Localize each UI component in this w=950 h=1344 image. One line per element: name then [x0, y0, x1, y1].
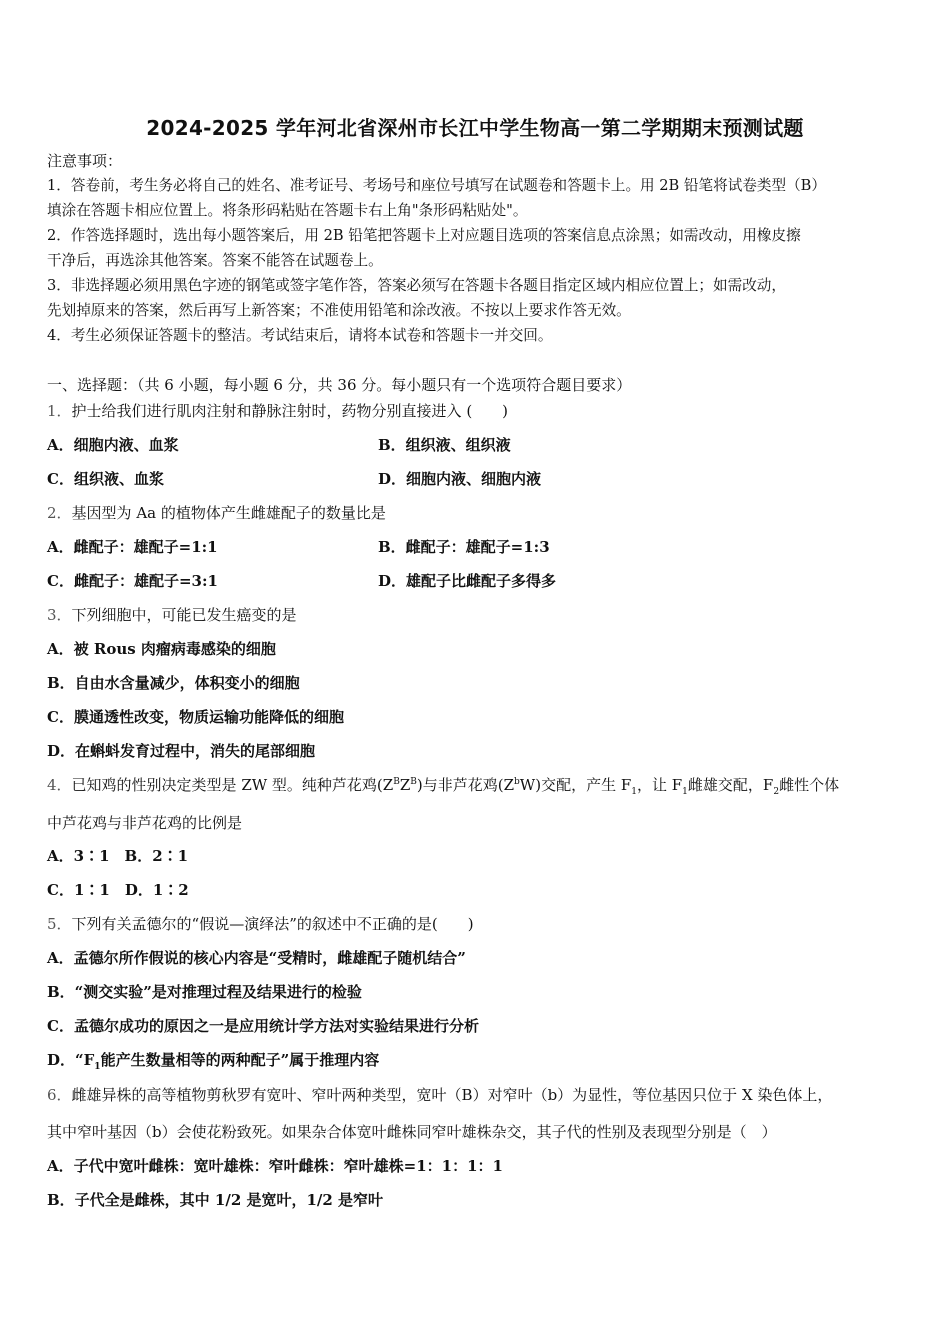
q5-option-b: B．“测交实验”是对推理过程及结果进行的检验 [47, 983, 362, 1001]
notice-line-5: 3．非选择题必须用黑色字迹的钢笔或签字笔作答，答案必须写在答题卡各题目指定区域内相应位置上；如需改动， [47, 277, 786, 294]
q3-option-b: B．自由水含量减少，体积变小的细胞 [47, 674, 300, 692]
subscript: 1 [682, 787, 688, 797]
question-number: 6． [47, 1086, 72, 1104]
q1-option-c: C．组织液、血浆 [47, 470, 164, 488]
question-2 [47, 503, 386, 523]
q6-option-b: B．子代全是雌株，其中 1/2 是宽叶，1/2 是窄叶 [47, 1191, 384, 1209]
question-6-stem-continued: 其中窄叶基因（b）会使花粉致死。如果杂合体宽叶雌株同窄叶雄株杂交，其子代的性别及表现型分别是（ ） [47, 1123, 777, 1141]
question-number: 1． [47, 402, 72, 420]
stem-part: ，让 F [636, 776, 683, 794]
q2-option-a: A．雌配子：雄配子=1:1 [47, 538, 218, 556]
stem-part: )与非芦花鸡(Z [416, 776, 515, 794]
q5-option-a: A．孟德尔所作假说的核心内容是“受精时，雌雄配子随机结合” [47, 949, 466, 967]
superscript: b [514, 777, 520, 787]
subscript: 2 [773, 787, 780, 797]
question-stem: 基因型为 Aa 的植物体产生雌雄配子的数量比是 [71, 504, 386, 522]
stem-part: 雌性个体 [779, 776, 840, 794]
notice-line-1: 1．答卷前，考生务必将自己的姓名、准考证号、考场号和座位号填写在试题卷和答题卡上。用 2B 铅笔将试卷类型（B） [47, 177, 826, 194]
notice-line-3: 2．作答选择题时，选出每小题答案后，用 2B 铅笔把答题卡上对应题目选项的答案信息点涂黑；如需改动，用橡皮擦 [47, 227, 801, 244]
notice-line-4: 干净后，再选涂其他答案。答案不能答在试题卷上。 [47, 252, 383, 269]
superscript: B [410, 777, 417, 787]
notice-heading: 注意事项： [47, 152, 123, 170]
option-part: D．“F [47, 1051, 95, 1069]
section-heading: 一、选择题：（共 6 小题，每小题 6 分，共 36 分。每小题只有一个选项符合题目要求） [47, 376, 632, 394]
stem-part: 已知鸡的性别决定类型是 ZW 型。纯种芦花鸡(Z [71, 776, 394, 794]
stem-part: W)交配，产生 F [519, 776, 632, 794]
subscript: 1 [94, 1062, 101, 1072]
superscript: B [393, 777, 400, 787]
q1-option-b: B．组织液、组织液 [378, 436, 511, 454]
question-stem: 雌雄异株的高等植物剪秋罗有宽叶、窄叶两种类型，宽叶（B）对窄叶（b）为显性，等位基因只位于 X 染色体上， [71, 1086, 833, 1104]
question-stem: 下列细胞中，可能已发生癌变的是 [71, 606, 297, 624]
q3-option-a: A．被 Rous 肉瘤病毒感染的细胞 [47, 640, 276, 658]
stem-part: 雌雄交配，F [687, 776, 774, 794]
q5-option-c: C．孟德尔成功的原因之一是应用统计学方法对实验结果进行分析 [47, 1017, 479, 1035]
q1-option-a: A．细胞内液、血浆 [47, 436, 179, 454]
q1-option-d: D．细胞内液、细胞内液 [378, 470, 542, 488]
q2-option-b: B．雌配子：雄配子=1:3 [378, 538, 550, 556]
question-stem: 护士给我们进行肌肉注射和静脉注射时，药物分别直接进入 ( ) [71, 402, 509, 420]
question-3 [47, 605, 297, 625]
q6-option-a: A．子代中宽叶雌株：宽叶雄株：窄叶雌株：窄叶雄株=1：1：1：1 [47, 1157, 503, 1175]
q2-option-c: C．雌配子：雄配子=3:1 [47, 572, 218, 590]
question-number: 4． [47, 776, 72, 794]
page-title: 2024-2025 学年河北省深州市长江中学生物高一第二学期期末预测试题 [146, 116, 804, 140]
option-part: 能产生数量相等的两种配子”属于推理内容 [100, 1051, 380, 1069]
notice-line-7: 4．考生必须保证答题卡的整洁。考试结束后，请将本试卷和答题卡一并交回。 [47, 327, 553, 344]
question-stem: 下列有关孟德尔的“假说—演绎法”的叙述中不正确的是( ) [71, 915, 474, 933]
stem-part: Z [399, 776, 411, 794]
notice-line-6: 先划掉原来的答案，然后再写上新答案；不准使用铅笔和涂改液。不按以上要求作答无效。 [47, 302, 631, 319]
question-number: 5． [47, 915, 72, 933]
question-number: 3． [47, 606, 72, 624]
question-4 [47, 775, 839, 795]
q3-option-c: C．膜通透性改变，物质运输功能降低的细胞 [47, 708, 344, 726]
q2-option-d: D．雄配子比雌配子多得多 [378, 572, 557, 590]
q4-options-cd: C．1∶1 D．1∶2 [47, 881, 189, 899]
question-4-stem-continued: 中芦花鸡与非芦花鸡的比例是 [47, 814, 243, 832]
question-number: 2． [47, 504, 72, 522]
notice-line-2: 填涂在答题卡相应位置上。将条形码粘贴在答题卡右上角"条形码粘贴处"。 [47, 202, 528, 219]
question-1 [47, 401, 508, 421]
question-5 [47, 914, 474, 934]
q3-option-d: D．在蝌蚪发育过程中，消失的尾部细胞 [47, 742, 316, 760]
subscript: 1 [631, 787, 637, 797]
q4-options-ab: A．3∶1 B．2∶1 [47, 847, 189, 865]
q5-option-d [47, 1050, 379, 1070]
question-6 [47, 1085, 832, 1105]
